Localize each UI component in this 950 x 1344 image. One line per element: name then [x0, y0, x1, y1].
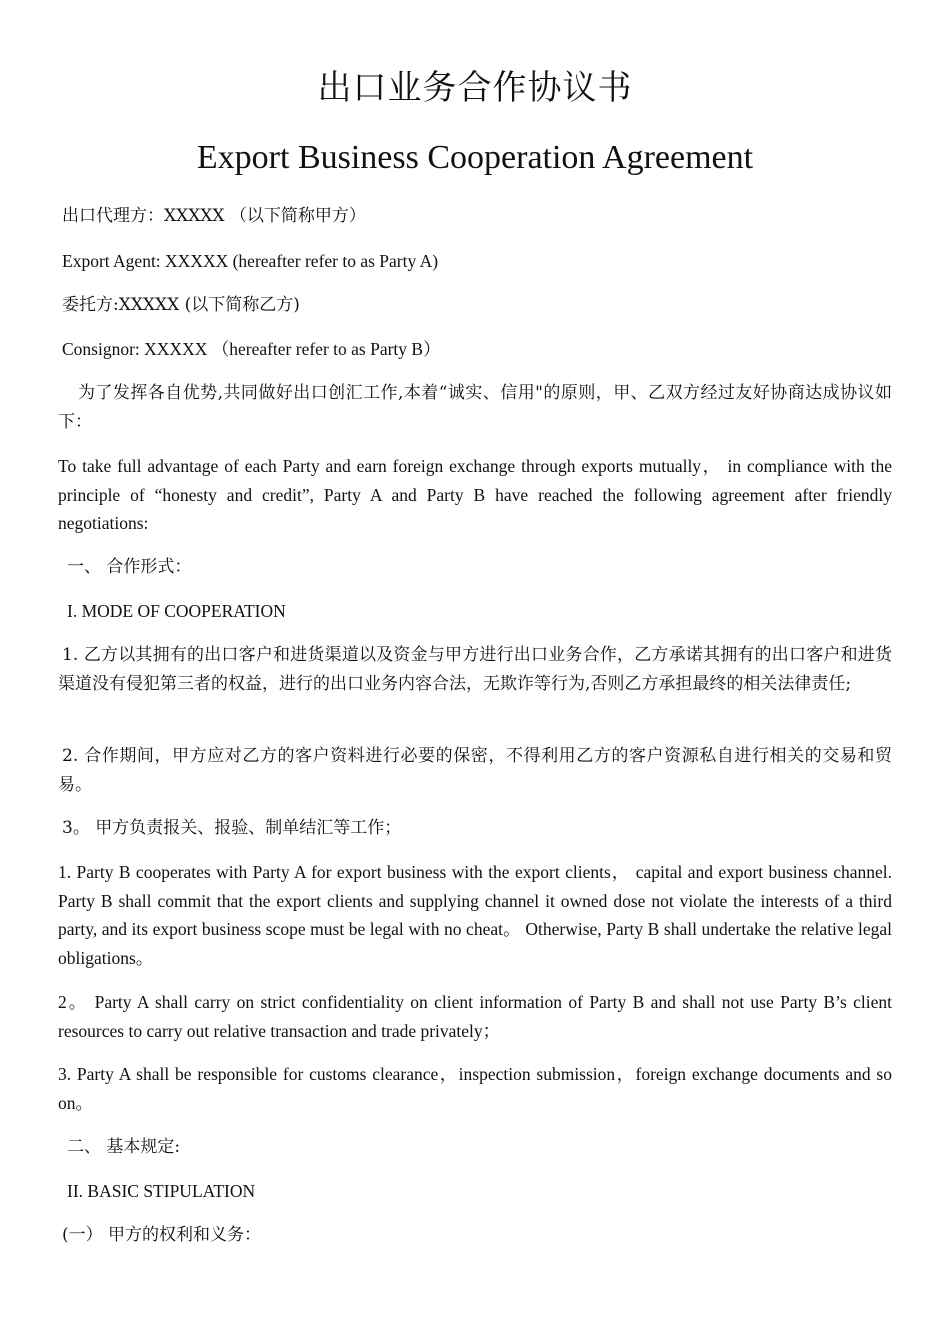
title-english: Export Business Cooperation Agreement	[196, 139, 754, 176]
party-b-chinese: 委托方:XXXXX (以下简称乙方)	[62, 295, 300, 315]
title-chinese: 出口业务合作协议书	[317, 68, 633, 108]
subsection-1-heading-chinese: (一） 甲方的权利和义务：	[62, 1225, 262, 1245]
clause-3-chinese: 3。 甲方负责报关、报验、制单结汇等工作；	[62, 818, 402, 838]
clause-1-chinese: 1. 乙方以其拥有的出口客户和进货渠道以及资金与甲方进行出口业务合作，乙方承诺其拥有的出口客户和进货渠道没有侵犯第三者的权益，进行的出口业务内容合法，无欺诈等行为,否则乙方承担最终的相关法律责任;	[58, 645, 892, 694]
clause-2-chinese: 2. 合作期间，甲方应对乙方的客户资料进行必要的保密，不得利用乙方的客户资源私自进行相关的交易和贸易。	[58, 746, 892, 795]
section-2-heading-english: II. BASIC STIPULATION	[67, 1181, 256, 1201]
party-b-english: Consignor: XXXXX （hereafter refer to as Party B）	[62, 339, 441, 359]
section-1-heading-chinese: 一、 合作形式：	[67, 557, 192, 577]
clause-2-english: 2。 Party A shall carry on strict confidentiality on client information of Party B and shall not use Party B’s client resources to carry out relative transaction and trade privately；	[58, 992, 892, 1041]
intro-chinese: 为了发挥各自优势,共同做好出口创汇工作,本着“诚实、信用"的原则，甲、乙双方经过友好协商达成协议如下：	[58, 383, 892, 432]
clause-3-english: 3. Party A shall be responsible for customs clearance，inspection submission，foreign exchange documents and so on。	[58, 1064, 892, 1113]
party-a-english: Export Agent: XXXXX (hereafter refer to as Party A)	[62, 251, 439, 271]
section-2-heading-chinese: 二、 基本规定:	[67, 1137, 181, 1157]
clause-1-english: 1. Party B cooperates with Party A for export business with the export clients， capital and export business channel. Party B shall commit that the export clients and supplying channel it owned dose not violate the interests of a third party, and its export business scope must be legal with no cheat。 Otherwise, Party B shall undertake the relative legal obligations。	[58, 862, 892, 968]
intro-english: To take full advantage of each Party and earn foreign exchange through exports mutually， in compliance with the principle of “honesty and credit”, Party A and Party B have reached the following agreement after friendly negotiations:	[58, 456, 892, 533]
section-1-heading-english: I. MODE OF COOPERATION	[67, 601, 286, 621]
party-a-chinese: 出口代理方：XXXXX （以下简称甲方）	[62, 206, 366, 226]
